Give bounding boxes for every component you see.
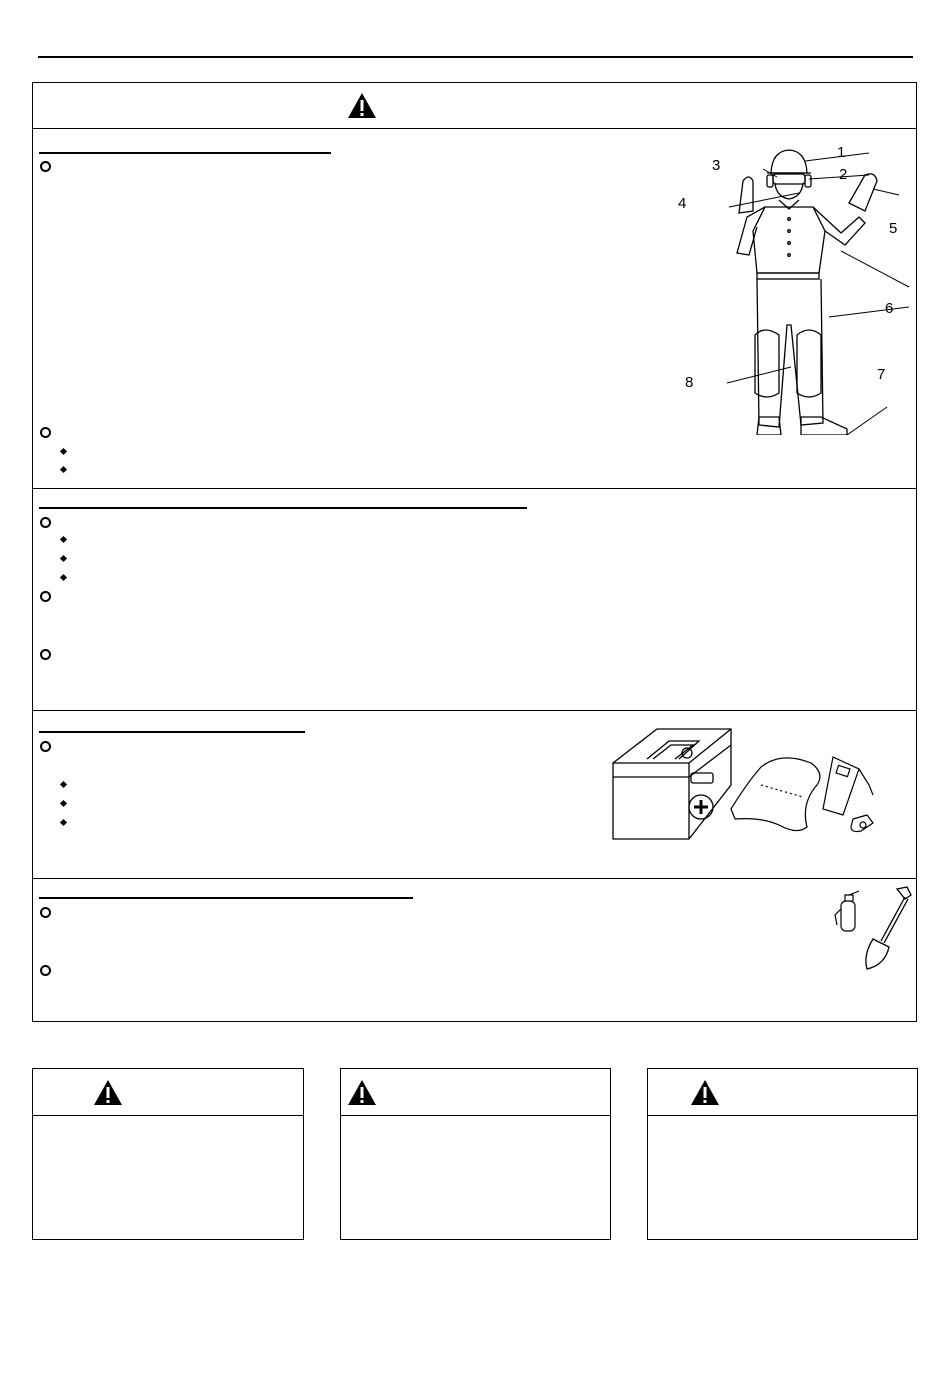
page-top-rule [38, 56, 913, 58]
callout-8: 8 [685, 374, 694, 391]
warning-box-3 [647, 1068, 918, 1240]
section-heading-underline [39, 897, 413, 899]
diamond-bullet [60, 800, 67, 807]
mobile-phone-icon [823, 757, 873, 815]
header-divider [33, 128, 916, 129]
diamond-bullet [60, 781, 67, 788]
diamond-bullet [60, 536, 67, 543]
diamond-bullet [60, 466, 67, 473]
warning-box-header [341, 1069, 610, 1116]
diamond-bullet [60, 819, 67, 826]
section-heading-underline [39, 507, 527, 509]
first-aid-kit-icon [611, 723, 891, 843]
spade-icon [866, 887, 911, 969]
circle-bullet [40, 517, 51, 528]
section-divider [33, 488, 916, 489]
circle-bullet [40, 649, 51, 660]
circle-bullet [40, 907, 51, 918]
main-warning-box [32, 82, 917, 1022]
callout-5: 5 [889, 220, 898, 237]
fire-extinguisher-icon [827, 885, 913, 971]
circle-bullet [40, 741, 51, 752]
diamond-bullet [60, 448, 67, 455]
callout-2: 2 [839, 166, 848, 183]
callout-6: 6 [885, 300, 894, 317]
warning-box-2 [340, 1068, 611, 1240]
circle-bullet [40, 161, 51, 172]
warning-triangle-icon [93, 1079, 123, 1106]
circle-bullet [40, 965, 51, 976]
callout-4: 4 [678, 195, 687, 212]
whistle-icon [851, 815, 873, 832]
section-divider [33, 710, 916, 711]
callout-7: 7 [877, 366, 886, 383]
diamond-bullet [60, 555, 67, 562]
callout-1: 1 [837, 144, 846, 161]
warning-box-header [648, 1069, 917, 1116]
warning-box-1 [32, 1068, 304, 1240]
protective-equipment-figure-icon [709, 145, 914, 435]
callout-3: 3 [712, 157, 721, 174]
circle-bullet [40, 427, 51, 438]
warning-triangle-icon [347, 1079, 377, 1106]
diamond-bullet [60, 574, 67, 581]
warning-triangle-icon [347, 92, 377, 119]
section-heading-underline [39, 731, 305, 733]
circle-bullet [40, 591, 51, 602]
section-heading-underline [39, 152, 331, 154]
section-divider [33, 878, 916, 879]
warning-box-header [33, 1069, 303, 1116]
cloth-bandage-icon [731, 758, 820, 831]
warning-triangle-icon [690, 1079, 720, 1106]
